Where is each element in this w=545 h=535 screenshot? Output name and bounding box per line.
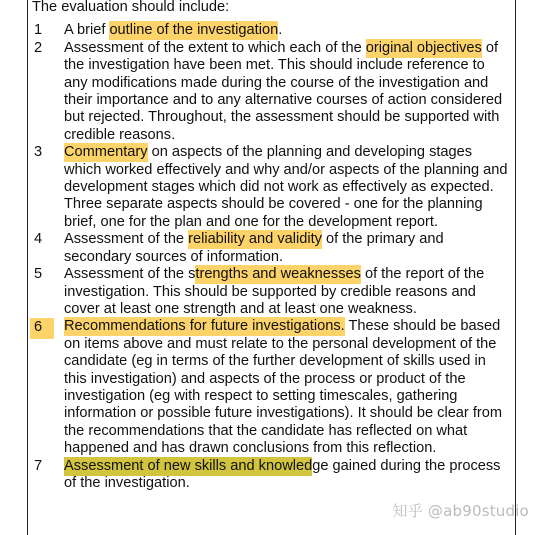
highlight: trengths and weaknesses bbox=[195, 266, 361, 283]
evaluation-intro: The evaluation should include: bbox=[32, 0, 230, 15]
list-item-3 bbox=[32, 144, 510, 231]
highlight: original objectives bbox=[365, 39, 482, 56]
item-number: 1 bbox=[34, 22, 43, 39]
document-body bbox=[32, 0, 510, 492]
evaluation-list bbox=[32, 22, 510, 492]
list-item-2 bbox=[32, 40, 510, 144]
item-number: 7 bbox=[34, 457, 43, 474]
highlight: reliability and validity bbox=[188, 231, 322, 248]
item-text: A brief outline of the investigation. bbox=[64, 22, 283, 39]
item-number: 2 bbox=[34, 39, 43, 56]
list-item-1 bbox=[32, 22, 510, 39]
item-number: 6 bbox=[30, 318, 54, 338]
highlight: Recommendations for future investigations. bbox=[64, 318, 345, 335]
item-text: Assessment of the strengths and weaknesses of the report of the investigation. This should be supported by credible reasons and cover at least one strength and at least one weakness. bbox=[64, 266, 485, 317]
highlight: Commentary bbox=[64, 144, 148, 161]
item-number: 4 bbox=[34, 231, 43, 248]
list-item-7 bbox=[32, 458, 510, 493]
watermark: 知乎 @ab90studio bbox=[392, 502, 529, 520]
item-number: 3 bbox=[34, 144, 43, 161]
item-text: Assessment of the reliability and validity of the primary and secondary sources of information. bbox=[64, 231, 444, 265]
list-item-6 bbox=[32, 318, 510, 457]
item-text: Recommendations for future investigations. These should be based on items above and must relate to the personal development of the candidate (eg in terms of the further development of skills used in this investigation) and aspects of the process or product of the investigation (eg with respect to setting timescales, gathering information or possible future investigations). It should be clear from the recommendations that the candidate has reflected on what happened and has drawn conclusions from this reflection. bbox=[64, 318, 503, 457]
list-item-5 bbox=[32, 266, 510, 318]
item-text: Commentary on aspects of the planning and developing stages which worked effectively and why and/or aspects of the planning and development stages which did not work as effectively as expected. Three separate aspects should be covered - one for the planning brief, one for the plan and one for the development report. bbox=[64, 144, 508, 230]
item-text: Assessment of new skills and knowledge gained during the process of the investigation. bbox=[64, 457, 501, 491]
item-number: 5 bbox=[34, 266, 43, 283]
highlight: Assessment of new skills and knowled bbox=[64, 457, 313, 474]
item-text: Assessment of the extent to which each of the original objectives of the investigation have been met. This should include reference to any modifications made during the course of the investigation and their importance and to any alternative courses of action considered but rejected. Throughout, the assessment should be supported with credible reasons. bbox=[64, 39, 503, 143]
list-item-4 bbox=[32, 231, 510, 266]
highlight: outline of the investigation bbox=[109, 22, 279, 39]
